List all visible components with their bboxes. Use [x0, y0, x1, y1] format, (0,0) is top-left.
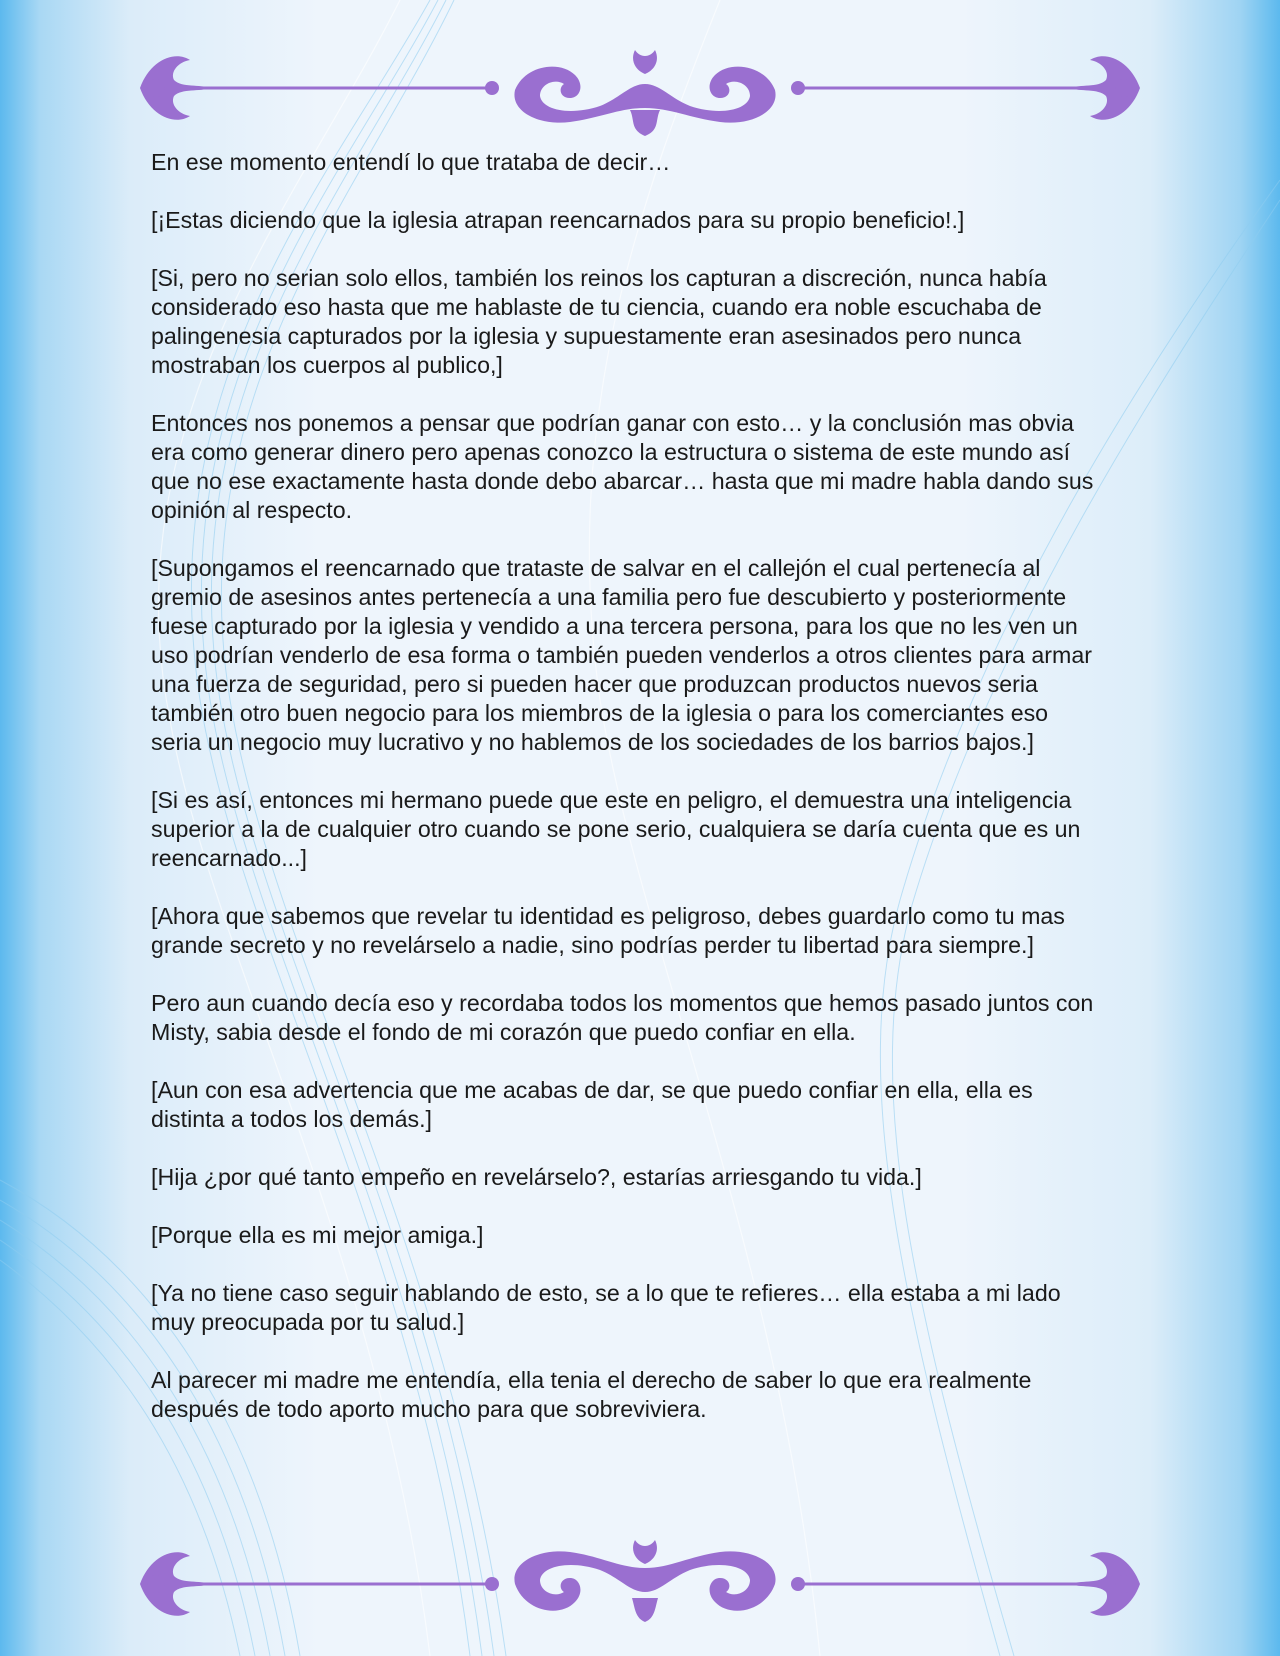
bottom-ornament-divider	[130, 1532, 1150, 1632]
paragraph: [¡Estas diciendo que la iglesia atrapan reencarnados para su propio beneficio!.]	[151, 207, 965, 233]
paragraph: Al parecer mi madre me entendía, ella tenia el derecho de saber lo que era realmente después de todo aporto mucho para que sobreviviera.	[151, 1367, 1032, 1422]
paragraph: [Ahora que sabemos que revelar tu identidad es peligroso, debes guardarlo como tu mas grande secreto y no revelárselo a nadie, sino podrías perder tu libertad para siempre.]	[151, 903, 1065, 958]
paragraph: [Hija ¿por qué tanto empeño en revelárselo?, estarías arriesgando tu vida.]	[151, 1164, 922, 1190]
paragraph: En ese momento entendí lo que trataba de decir…	[151, 149, 671, 175]
paragraph: [Porque ella es mi mejor amiga.]	[151, 1222, 484, 1248]
document-body	[151, 148, 1101, 1453]
paragraph: Pero aun cuando decía eso y recordaba todos los momentos que hemos pasado juntos con Misty, sabia desde el fondo de mi corazón que puedo confiar en ella.	[151, 990, 1094, 1045]
paragraph: Entonces nos ponemos a pensar que podrían ganar con esto… y la conclusión mas obvia era como generar dinero pero apenas conozco la estructura o sistema de este mundo así que no ese exactamente hasta donde debo abarcar… hasta que mi madre habla dando sus opinión al respecto.	[151, 410, 1094, 523]
top-ornament-divider	[130, 40, 1150, 140]
paragraph: [Supongamos el reencarnado que trataste de salvar en el callejón el cual pertenecía al gremio de asesinos antes pertenecía a una familia pero fue descubierto y posteriormente fuese capturado por la iglesia y vendido a una tercera persona, para los que no les ven un uso podrían venderlo de esa forma o también pueden venderlos a otros clientes para armar una fuerza de seguridad, pero si pueden hacer que produzcan productos nuevos seria también otro buen negocio para los miembros de la iglesia o para los comerciantes eso seria un negocio muy lucrativo y no hablemos de los sociedades de los barrios bajos.]	[151, 555, 1092, 755]
paragraph: [Aun con esa advertencia que me acabas de dar, se que puedo confiar en ella, ella es distinta a todos los demás.]	[151, 1077, 1033, 1132]
paragraph: [Ya no tiene caso seguir hablando de esto, se a lo que te refieres… ella estaba a mi lado muy preocupada por tu salud.]	[151, 1280, 1061, 1335]
paragraph: [Si es así, entonces mi hermano puede que este en peligro, el demuestra una inteligencia superior a la de cualquier otro cuando se pone serio, cualquiera se daría cuenta que es un reencarnado...]	[151, 787, 1081, 871]
paragraph: [Si, pero no serian solo ellos, también los reinos los capturan a discreción, nunca había considerado eso hasta que me hablaste de tu ciencia, cuando era noble escuchaba de palingenesia capturados por la iglesia y supuestamente eran asesinados pero nunca mostraban los cuerpos al publico,]	[151, 265, 1047, 378]
